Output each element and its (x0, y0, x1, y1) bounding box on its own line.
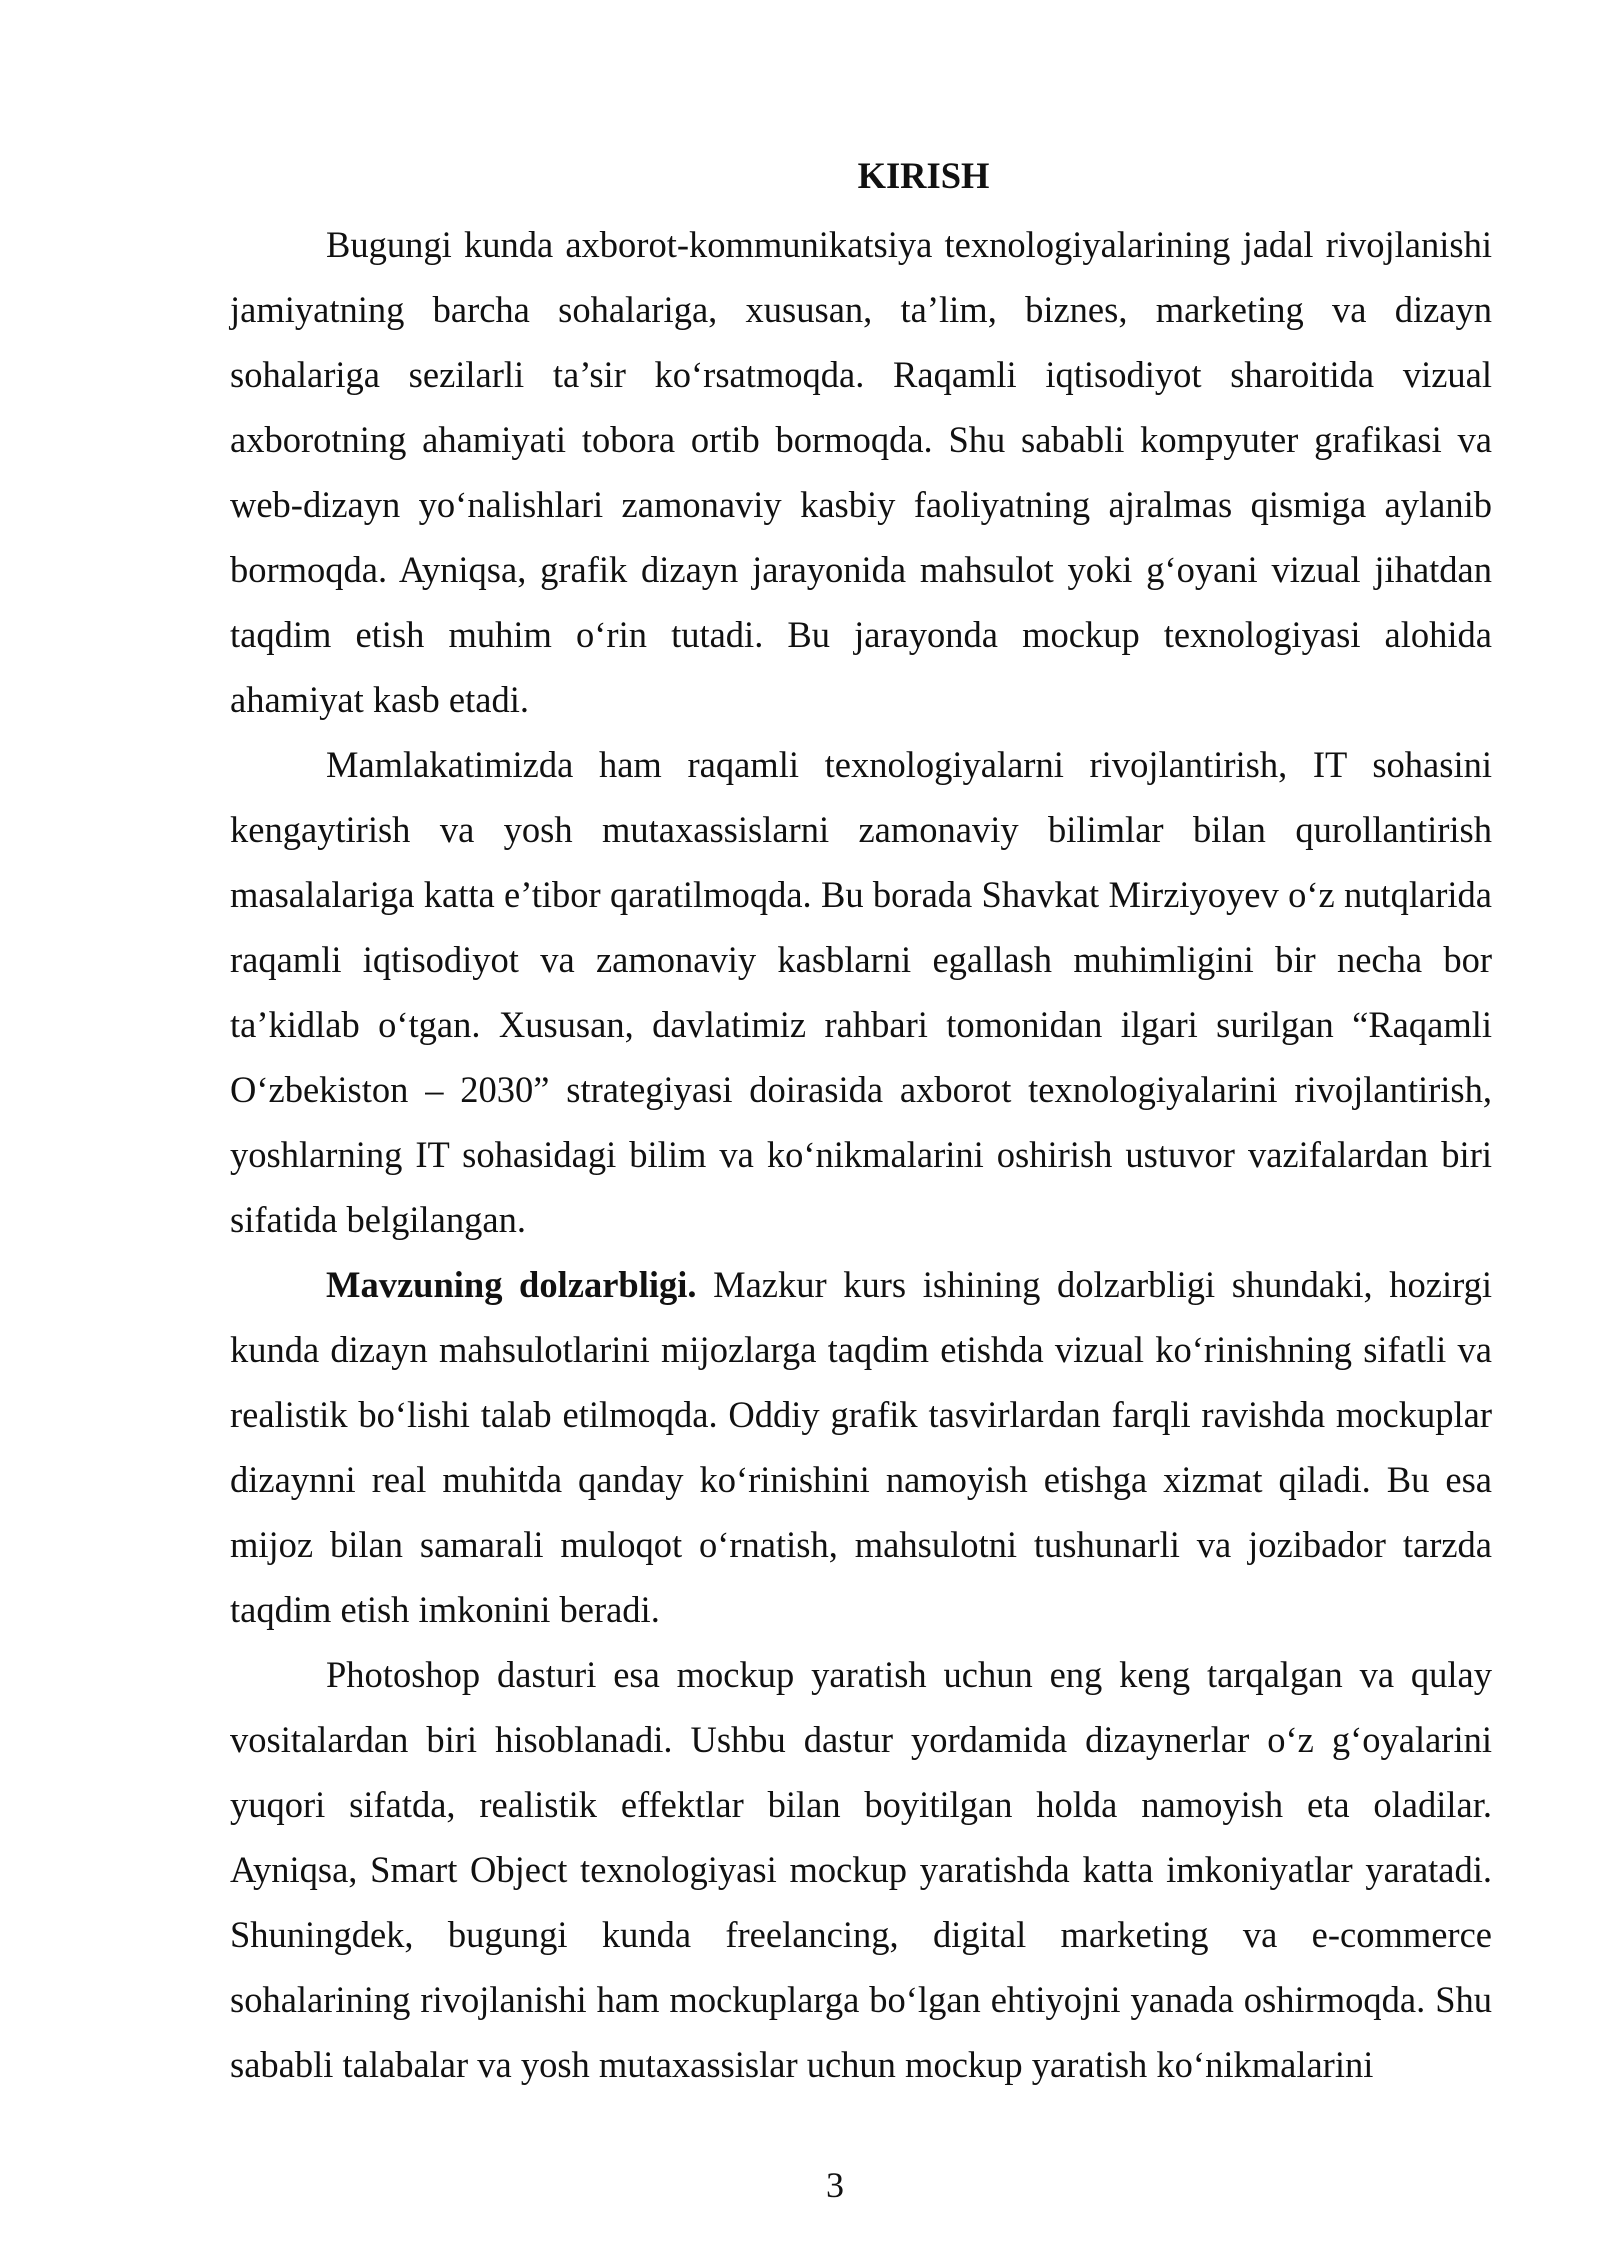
section-title: KIRISH (857, 155, 990, 196)
page-content (230, 148, 1492, 2097)
paragraph-introduction: Bugungi kunda axborot-kommunikatsiya texnologiyalarining jadal rivojlanishi jamiyatning barcha sohalariga, xususan, ta’lim, biznes, marketing va dizayn sohalariga sezilarli ta’sir ko‘rsatmoqda. Raqamli iqtisodiyot sharoitida vizual axborotning ahamiyati tobora ortib bormoqda. Shu sababli kompyuter grafikasi va web-dizayn yo‘nalishlari zamonaviy kasbiy faoliyatning ajralmas qismiga aylanib bormoqda. Ayniqsa, grafik dizayn jarayonida mahsulot yoki g‘oyani vizual jihatdan taqdim etish muhim o‘rin tutadi. Bu jarayonda mockup texnologiyasi alohida ahamiyat kasb etadi. (230, 224, 1492, 720)
paragraph-relevance (230, 1252, 1492, 1642)
page-number: 3 (826, 2165, 844, 2205)
relevance-text: Mazkur kurs ishining dolzarbligi shundaki, hozirgi kunda dizayn mahsulotlarini mijozlarga taqdim etishda vizual ko‘rinishning sifatli va realistik bo‘lishi talab etilmoqda. Oddiy grafik tasvirlardan farqli ravishda mockuplar dizaynni real muhitda qanday ko‘rinishini namoyish etishga xizmat qiladi. Bu esa mijoz bilan samarali muloqot o‘rnatish, mahsulotni tushunarli va jozibador tarzda taqdim etish imkonini beradi. (230, 1264, 1492, 1630)
paragraph-photoshop: Photoshop dasturi esa mockup yaratish uchun eng keng tarqalgan va qulay vositalardan biri hisoblanadi. Ushbu dastur yordamida dizaynerlar o‘z g‘oyalarini yuqori sifatda, realistik effektlar bilan boyitilgan holda namoyish eta oladilar. Ayniqsa, Smart Object texnologiyasi mockup yaratishda katta imkoniyatlar yaratadi. Shuningdek, bugungi kunda freelancing, digital marketing va e-commerce sohalarining rivojlanishi ham mockuplarga bo‘lgan ehtiyojni yanada oshirmoqda. Shu sababli talabalar va yosh mutaxassislar uchun mockup yaratish ko‘nikmalarini (230, 1654, 1492, 2085)
paragraph-national-policy: Mamlakatimizda ham raqamli texnologiyalarni rivojlantirish, IT sohasini kengaytirish va yosh mutaxassislarni zamonaviy bilimlar bilan qurollantirish masalalariga katta e’tibor qaratilmoqda. Bu borada Shavkat Mirziyoyev o‘z nutqlarida raqamli iqtisodiyot va zamonaviy kasblarni egallash muhimligini bir necha bor ta’kidlab o‘tgan. Xususan, davlatimiz rahbari tomonidan ilgari surilgan “Raqamli O‘zbekiston – 2030” strategiyasi doirasida axborot texnologiyalarini rivojlantirish, yoshlarning IT sohasidagi bilim va ko‘nikmalarini oshirish ustuvor vazifalardan biri sifatida belgilangan. (230, 744, 1492, 1240)
relevance-heading: Mavzuning dolzarbligi. (326, 1264, 697, 1305)
